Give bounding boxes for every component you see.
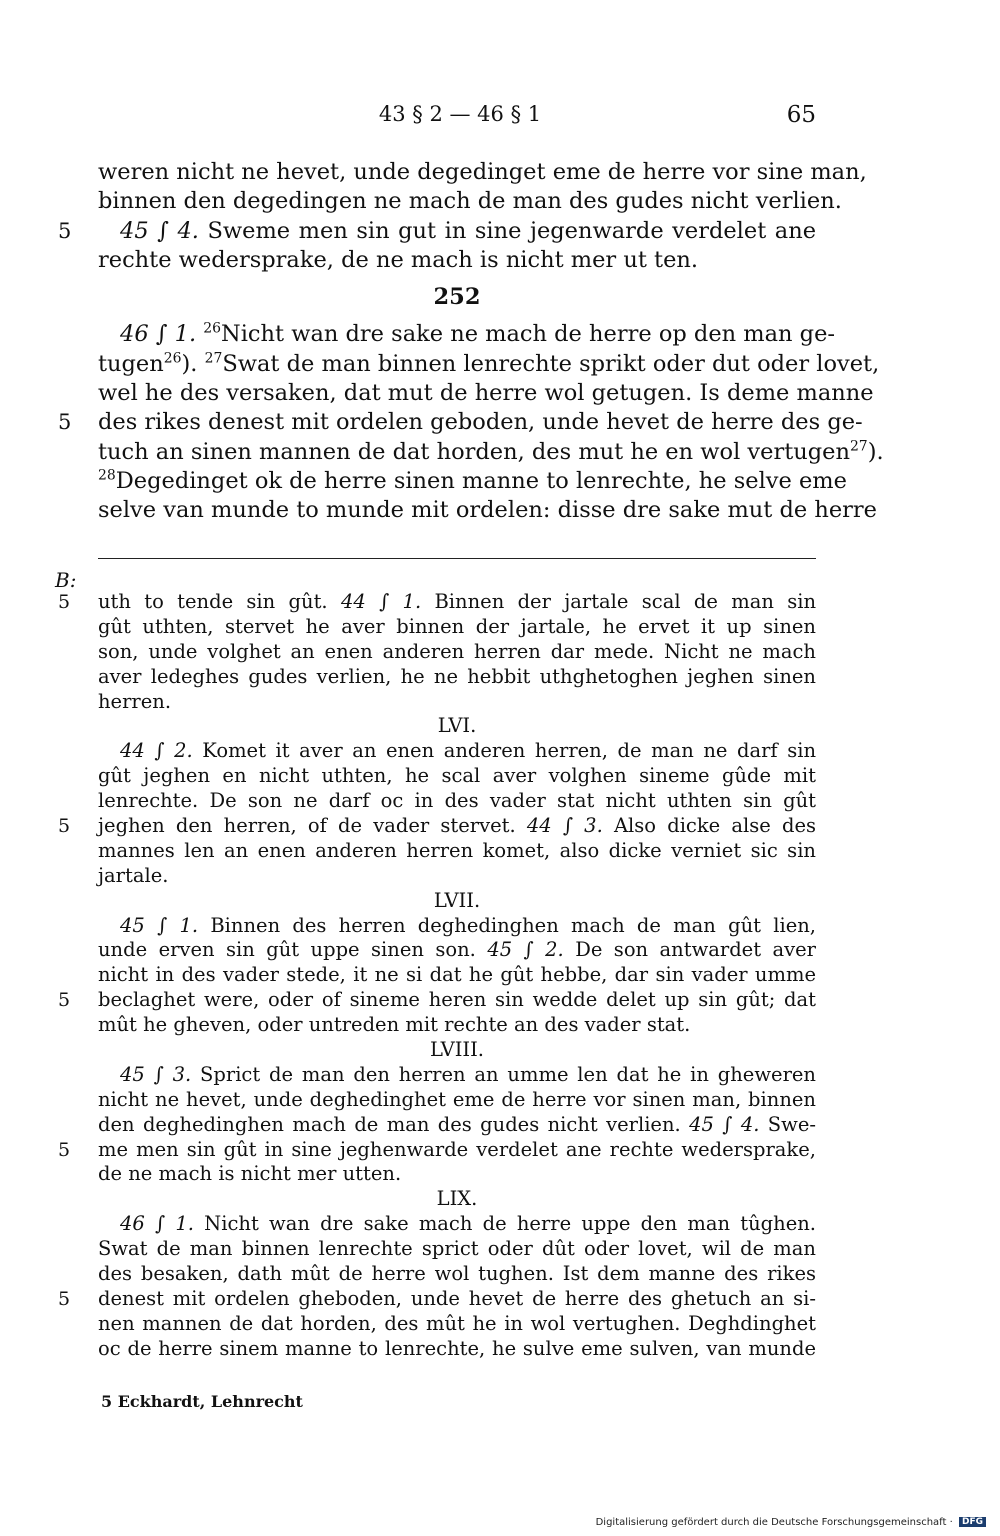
line-text: tugen — [98, 350, 164, 377]
main-line — [98, 438, 884, 467]
line-number: 5 — [58, 989, 71, 1012]
paragraph-ref: 46 ∫ 1. — [120, 321, 197, 348]
paragraph-ref: 44 ∫ 3. — [526, 814, 603, 838]
apparatus-line — [98, 1113, 816, 1138]
line-text: Nicht wan dre sake mach de herre uppe den man tûghen. — [193, 1212, 816, 1236]
chapter-heading — [98, 889, 816, 914]
line-text: nicht ne hevet, unde deghedinghet eme de herre vor sinen man, binnen — [98, 1087, 816, 1111]
digitization-note: Digitalisierung gefördert durch die Deutsche Forschungsgemeinschaft — [595, 1517, 947, 1528]
line-text: jartale. — [98, 863, 169, 887]
footnote-marker: 28 — [98, 467, 116, 484]
line-text: Nicht wan dre sake ne mach de herre op den man ge- — [221, 321, 835, 348]
line-text: tuch an sinen mannen de dat horden, des mut he en wol vertugen — [98, 438, 850, 465]
line-text: gût uthten, stervet he aver binnen der jartale, he ervet it up sinen — [98, 614, 816, 638]
line-text: Binnen der jartale scal de man sin — [421, 590, 817, 613]
running-header — [0, 102, 1000, 132]
line-text: Komet it aver an enen anderen herren, de man ne darf sin — [192, 739, 817, 763]
section-number — [98, 283, 816, 312]
apparatus-line — [98, 1237, 816, 1262]
apparatus-line — [98, 839, 816, 864]
line-text: Sweme men sin gut in sine jegenwarde verdelet ane — [198, 217, 817, 244]
main-line — [98, 187, 842, 216]
line-number: 5 — [58, 1287, 71, 1310]
paragraph-ref: 45 ∫ 4. — [689, 1112, 760, 1136]
apparatus-line — [98, 739, 816, 764]
line-text: aver ledeghes gudes verlien, he ne hebbit uthghetoghen jeghen sinen — [98, 664, 816, 688]
apparatus-line — [98, 914, 816, 939]
main-line — [98, 467, 847, 496]
line-number: 5 — [58, 591, 71, 613]
chapter-heading — [98, 1187, 816, 1212]
apparatus-line — [98, 1337, 816, 1362]
line-text: Swat de man binnen lenrechte sprikt oder dut oder lovet, — [222, 350, 880, 377]
line-text: oc de herre sinem manne to lenrechte, he sulve eme sulven, van munde — [98, 1336, 816, 1360]
line-text: gût jeghen en nicht uthten, he scal aver volghen sineme gûde mit — [98, 764, 816, 788]
footnote-marker: 26 — [203, 320, 222, 337]
line-text: de ne mach is nicht mer utten. — [98, 1162, 402, 1186]
line-number: 5 — [58, 815, 71, 838]
paragraph-ref: 45 ∫ 4. — [120, 217, 199, 244]
line-text: nicht in des vader stede, it ne si dat he gût hebbe, dar sin vader umme — [98, 963, 816, 987]
line-text: Swe- — [759, 1112, 816, 1136]
line-text: unde erven sin gût uppe sinen son. — [98, 938, 488, 962]
line-text: LVII. — [433, 888, 481, 912]
line-text: Degedinget ok de herre sinen manne to lenrechte, he selve eme — [115, 467, 847, 494]
main-line — [58, 217, 817, 246]
line-text: uth to tende sin gût. — [98, 590, 341, 613]
line-text: Swat de man binnen lenrechte sprict oder dût oder lovet, wil de man — [98, 1237, 816, 1261]
line-text: LVIII. — [429, 1038, 485, 1062]
apparatus-line — [98, 1212, 816, 1237]
line-number: 5 — [58, 1138, 71, 1161]
main-text — [58, 158, 884, 526]
line-text: 252 — [433, 284, 481, 311]
line-text: weren nicht ne hevet, unde degedinget eme de herre vor sine man, — [98, 159, 867, 185]
line-text: Binnen des herren deghedinghen mach de man gût lien, — [198, 913, 816, 937]
paragraph-ref: 44 ∫ 2. — [120, 739, 193, 763]
paragraph-ref: 44 ∫ 1. — [340, 590, 422, 613]
line-text: rechte wedersprake, de ne mach is nicht mer ut ten. — [98, 246, 699, 273]
running-title: 43 § 2 — 46 § 1 — [378, 102, 542, 126]
line-text: nen mannen de dat horden, des mût he in wol vertughen. Deghdinghet — [98, 1311, 816, 1335]
apparatus-line — [58, 1137, 816, 1163]
paragraph-ref: 45 ∫ 1. — [120, 913, 199, 937]
apparatus-line — [98, 615, 816, 640]
apparatus-line — [98, 1088, 816, 1113]
line-text: son, unde volghet an enen anderen herren dar mede. Nicht ne mach — [98, 639, 816, 663]
main-line — [98, 320, 835, 349]
line-text: ). — [181, 350, 205, 377]
line-text: ). — [867, 438, 884, 465]
apparatus-line — [98, 1063, 816, 1088]
spacer — [98, 275, 816, 283]
main-line — [98, 496, 877, 525]
line-text: beclaghet were, oder of sineme heren sin wedde delet up sin gût; dat — [98, 988, 816, 1012]
main-line — [98, 246, 816, 275]
footnote-marker: 27 — [849, 438, 868, 455]
line-text: jeghen den herren, of de vader stervet. — [98, 814, 527, 838]
footnote-rule — [98, 558, 816, 559]
apparatus-line — [98, 764, 816, 789]
apparatus-siglum: B: — [55, 568, 77, 592]
line-text: me men sin gût in sine jeghenwarde verdelet ane rechte wedersprake, — [98, 1137, 816, 1161]
chapter-heading — [98, 1038, 816, 1063]
apparatus-line — [98, 1013, 816, 1038]
apparatus-line — [98, 690, 816, 715]
line-text: des rikes denest mit ordelen geboden, unde hevet de herre des ge- — [98, 409, 863, 436]
line-text: lenrechte. De son ne darf oc in des vader stat nicht uthten sin gût — [98, 789, 816, 813]
line-text: binnen den degedingen ne mach de man des gudes nicht verlien. — [98, 188, 842, 215]
dfg-logo: DFG — [959, 1517, 986, 1527]
apparatus-line — [98, 963, 816, 988]
footnote-marker: 26 — [163, 350, 182, 367]
chapter-heading — [98, 714, 816, 739]
apparatus-line — [98, 1312, 816, 1337]
line-number: 5 — [58, 410, 72, 435]
apparatus-line — [58, 814, 817, 839]
apparatus-line — [98, 1262, 816, 1287]
line-text: des besaken, dath mût de herre wol tughen. Ist dem manne des rikes — [98, 1262, 816, 1286]
paragraph-ref: 45 ∫ 2. — [487, 938, 564, 962]
footnote-marker: 27 — [204, 350, 223, 367]
main-line — [98, 158, 867, 187]
line-text: LIX. — [436, 1187, 478, 1211]
digitization-credit: Digitalisierung gefördert durch die Deutsche Forschungsgemeinschaft · DFG — [596, 1517, 986, 1528]
paragraph-ref: 46 ∫ 1. — [120, 1212, 194, 1236]
line-text: LVI. — [437, 714, 477, 738]
apparatus-line — [98, 640, 816, 665]
apparatus-line — [98, 789, 816, 814]
page-number: 65 — [786, 102, 816, 128]
apparatus-line — [98, 665, 816, 690]
apparatus-line — [98, 938, 816, 963]
line-text: De son antwardet aver — [563, 938, 816, 962]
apparatus-line — [58, 590, 817, 615]
main-line — [98, 350, 880, 379]
apparatus-text — [58, 590, 817, 1362]
paragraph-ref: 45 ∫ 3. — [120, 1062, 192, 1086]
main-line — [58, 408, 863, 437]
apparatus-line — [98, 1162, 816, 1187]
line-number: 5 — [58, 218, 72, 243]
line-text: selve van munde to munde mit ordelen: disse dre sake mut de herre — [98, 497, 877, 524]
spacer — [98, 312, 816, 320]
line-text: den deghedinghen mach de man des gudes nicht verlien. — [98, 1112, 690, 1136]
signature-mark: 5 Eckhardt, Lehnrecht — [101, 1392, 303, 1411]
line-text: Also dicke alse des — [602, 814, 817, 838]
line-text: herren. — [98, 689, 172, 713]
line-text: wel he des versaken, dat mut de herre wol getugen. Is deme manne — [98, 380, 874, 407]
apparatus-line — [58, 1286, 816, 1312]
line-text: Sprict de man den herren an umme len dat he in gheweren — [191, 1062, 816, 1086]
apparatus-line — [58, 988, 816, 1013]
apparatus-line — [98, 864, 816, 889]
line-text: mût he gheven, oder untreden mit rechte an des vader stat. — [98, 1013, 691, 1037]
main-line — [98, 379, 874, 408]
line-text: mannes len an enen anderen herren komet, also dicke verniet sic sin — [98, 838, 816, 862]
line-text: denest mit ordelen gheboden, unde hevet de herre des ghetuch an si- — [98, 1286, 816, 1310]
